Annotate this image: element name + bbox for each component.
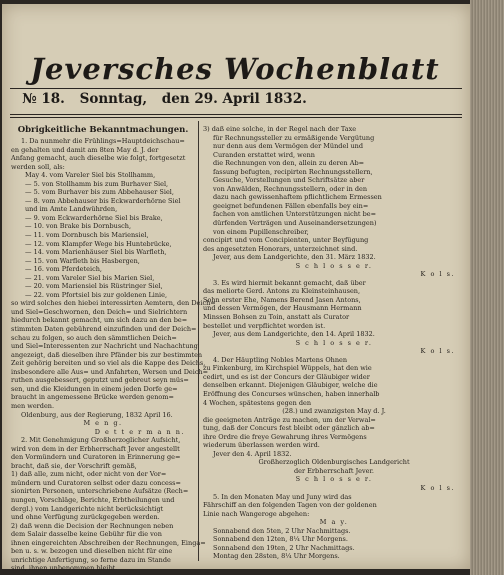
right-column-line: Sonnabend den 19ten, 2 Uhr Nachmittags.	[213, 543, 355, 552]
issue-number: № 18.	[22, 91, 65, 107]
left-column-line: ihnen eingereichten Abschreiben der Rechnungen, Einga=	[11, 538, 206, 547]
left-column-line: M e n g.	[83, 419, 123, 428]
left-column	[11, 125, 216, 573]
right-column-line: 4 Wochen, spätestens gegen den	[203, 398, 312, 407]
left-column-line: und Siel=Interessenten zur Nachricht und Nachachtung	[11, 342, 198, 351]
left-column-line: — 5. von Stollhamm bis zum Burhaver Siel,	[25, 179, 169, 188]
right-column-line: Curanden erstattet wird, wenn	[213, 150, 315, 159]
left-column-line: sionirten Personen, unterschriebene Aufsätze (Rech=	[11, 487, 189, 496]
right-column-line: geeignet befundenen Fällen ebenfalls bey ein=	[213, 201, 369, 210]
left-column-line: — 12. vom Klampfer Wege bis Huntebrücke,	[25, 239, 172, 248]
right-column-line: S c h l o s s e r.	[295, 338, 373, 347]
right-column-line: das meliorte Gerd. Antons zu Kleinsteinhausen,	[203, 287, 361, 296]
right-column-line: Fährschiff an den folgenden Tagen von der goldenen	[203, 501, 377, 510]
left-column-line: — 16. vom Pferdeteich,	[25, 265, 102, 274]
left-column-line: — 9. vom Eckwarderhörne Siel bis Brake,	[25, 213, 163, 222]
left-column-line: — 14. vom Marienhäuser Siel bis Warfleth,	[25, 248, 167, 257]
right-column-line: Jever, aus dem Landgerichte, den 31. März 1832.	[213, 253, 376, 262]
left-column-line: Oldenburg, aus der Regierung, 1832 April 16.	[21, 410, 173, 419]
left-column-line: D e t t e r m a n n.	[94, 427, 185, 436]
right-column-line: cedirt, und es ist der Concurs der Gläubiger wider	[203, 372, 370, 381]
newspaper-page	[2, 4, 470, 573]
left-column-line: May 4. vom Vareler Siel bis Stollhamm,	[25, 171, 156, 180]
left-column-line: und ohne Verfügung zurückgegeben werden.	[11, 513, 160, 522]
issue-date: den 29. April 1832.	[161, 91, 307, 107]
right-column-line: und dessen Vermögen, der Hausmann Hermann	[203, 304, 362, 313]
left-column-line: schau zu folgen, so auch den sämmtlichen Deich=	[11, 333, 177, 342]
left-column-line: angezeigt, daß dieselben ihre Pfänder bis zur bestimmten	[11, 350, 203, 359]
left-column-line: — 5. vom Burhaver bis zum Abbehauser Siel,	[25, 188, 174, 197]
issue-weekday: Sonntag,	[79, 91, 148, 107]
left-column-line: sind, ihnen unbenommen bleibt.	[11, 564, 118, 573]
left-column-line: braucht in angemessene Brücke werden genom=	[11, 393, 174, 402]
right-column-line: concipirt und vom Concipienten, unter Beyfügung	[203, 236, 369, 245]
left-column-line: 1) daß alle, zum nicht, oder nicht von der Vor=	[11, 470, 167, 479]
right-column-line: Jever, aus dem Landgerichte, den 14. April 1832.	[213, 330, 375, 339]
right-column-line: dürfenden Verträgen und Auseinandersetzungen)	[213, 219, 377, 228]
right-column-line: 3. Es wird hiermit bekannt gemacht, daß über	[213, 278, 366, 287]
left-column-line: und Siel=Geschwornen, den Deich= und Sielrichtern	[11, 307, 188, 316]
left-column-line: ruthen ausgebessert, geputzt und gebreut seyn müs=	[11, 376, 189, 385]
right-column-line: von Anwälden, Rechnungsstellern, oder in den	[213, 184, 368, 193]
left-column-line: dem Salair dasselbe keine Gebühr für die von	[11, 530, 162, 539]
left-column-line: und im Amte Landwührden,	[25, 205, 118, 214]
left-column-line: 2) daß wenn die Decision der Rechnungen neben	[11, 521, 174, 530]
left-column-line: en gehalten und damit am 8ten May d. J. der	[11, 145, 159, 154]
right-column-line: Sonnabend den 5ten, 2 Uhr Nachmittags.	[213, 526, 351, 535]
left-column-line: sen, und die Kleidungen in einem jeden Dorfe ge=	[11, 384, 178, 393]
left-column-line: dergl.) vom Landgerichte nicht berücksichtigt	[11, 504, 164, 513]
right-column-line: wiederum überlassen werden wird.	[203, 441, 320, 450]
right-column-line: fachen von amtlichen Unterstützungen nicht be=	[213, 210, 377, 219]
right-column-line: 4. Der Häuptling Nobles Martens Ohnen	[213, 355, 348, 364]
right-column-line: S c h l o s s e r.	[295, 475, 373, 484]
left-column-line: 2. Mit Genehmigung Großherzoglicher Aufsicht,	[21, 436, 181, 445]
right-column-line: für Rechnungssteller zu ermäßigende Vergütung	[213, 133, 375, 142]
left-column-line: werden soll, als:	[11, 162, 65, 171]
right-column-line: K o l s.	[420, 483, 455, 492]
right-column-line: die geeigneten Anträge zu machen, um der Verwal=	[203, 415, 376, 424]
right-column-line: von einem Pupillenschreiber,	[213, 227, 309, 236]
left-column-line: bracht, daß sie, der Vorschrift gemäß,	[11, 461, 137, 470]
right-column-line: (28.) und zwanzigsten May d. J.	[282, 407, 386, 416]
masthead-rule-top	[10, 88, 462, 89]
right-column-line: ihre Ordre die freye Gewahrung ihres Vermögens	[203, 432, 367, 441]
book-page-edges	[470, 0, 504, 575]
right-column-line: zu Finkenburg, im Kirchspiel Wüppels, hat den wie	[203, 364, 372, 373]
left-column-line: — 20. vom Mariensiel bis Rüstringer Siel,	[25, 282, 163, 291]
left-column-line: — 10. von Brake bis Dornbusch,	[25, 222, 132, 231]
left-column-line: Obrigkeitliche Bekanntmachungen.	[17, 125, 189, 135]
left-column-line: — 22. vom Pfortsiel bis zur goldenen Linie,	[25, 290, 168, 299]
right-column-line: Sonnabend den 12ten, 8¼ Uhr Morgens.	[213, 535, 348, 544]
right-column-line: denselben erkannt. Diejenigen Gläubiger, welche die	[203, 381, 378, 390]
left-column-line: wird von dem in der Erbherrschaft Jever angestellt	[11, 444, 180, 453]
left-column-line: Zeit gehörig bereiten und so viel als die Kappe des Deichs,	[11, 359, 206, 368]
left-column-line: so wird solches den hiebei interessirten Aemtern, den Deich=	[11, 299, 216, 308]
left-column-line: Anfang gemacht, auch dieselbe wie folgt, fortgesetzt	[11, 154, 186, 163]
right-column-line: tung, daß der Concurs fest bleibt oder gänzlich ab=	[203, 424, 375, 433]
right-column-line: Linie nach Wangeroge abgehen:	[203, 509, 310, 518]
right-column-line: Jever den 4. April 1832.	[213, 449, 292, 458]
left-column-line: insbesondere alle Aus= und Anfahrten, Wersen und Deich=	[11, 367, 209, 376]
left-column-line: mündern und Curatoren selbst oder dazu concess=	[11, 478, 181, 487]
right-column-line: Gesuche, Vorstellungen und Schriftsätze aber	[213, 176, 365, 185]
left-column-line: stimmten Daten gebührend einzufinden und der Deich=	[11, 325, 197, 334]
right-column-line: K o l s.	[420, 347, 455, 356]
right-column-line: fassung befugten, recipirten Rechnungsstellern,	[213, 167, 373, 176]
left-column-line: — 15. von Warfleth bis Hasbergen,	[25, 256, 140, 265]
right-column-line: Eröffnung des Concurses wünschen, haben innerhalb	[203, 389, 380, 398]
left-column-line: — 11. vom Dornbusch bis Mariensiel,	[25, 231, 149, 240]
column-divider	[198, 121, 199, 561]
right-column-line: S c h l o s s e r.	[295, 261, 373, 270]
right-column-line: der Erbherrschaft Jever.	[294, 466, 374, 475]
right-column-line: Sohn erster Ehe, Namens Berend Jasen Antons,	[203, 295, 361, 304]
issue-line	[22, 91, 452, 107]
right-column-line: Großherzoglich Oldenburgisches Landgericht	[258, 458, 410, 467]
right-column-line: M a y.	[319, 518, 349, 527]
right-column-line: Minssen Bohsen zu Toin, anstatt als Curator	[203, 313, 350, 322]
right-column-line: dazu nach gewissenhaftem pflichtlichem Ermessen	[213, 193, 382, 202]
left-column-line: unrichtige Anfertigung, so ferne dazu im Stande	[11, 555, 171, 564]
right-column-line: 3) daß eine solche, in der Regel nach der Taxe	[203, 125, 357, 133]
left-column-line: ben u. s. w. bezogen und dieselben nicht für eine	[11, 547, 173, 556]
right-column-line: Montag den 28sten, 8¼ Uhr Morgens.	[213, 552, 340, 561]
masthead-rule-bottom	[10, 114, 462, 115]
left-column-line: den Vormündern und Curatoren in Erinnerung ge=	[11, 453, 181, 462]
right-column-line: nur denn aus dem Vermögen der Mündel und	[213, 142, 363, 151]
right-column-line: bestellet und verpflichtet worden ist.	[203, 321, 326, 330]
right-column-line: 5. In den Monaten May und Juny wird das	[213, 492, 352, 501]
left-column-line: hiedurch bekannt gemacht, um sich dazu an den be=	[11, 316, 188, 325]
left-column-line: men werden.	[11, 401, 55, 410]
left-column-line: — 21. vom Vareler Siel bis Marien Siel,	[25, 273, 155, 282]
left-column-line: nungen, Vorschläge, Berichte, Erbtheilungen und	[11, 495, 175, 504]
left-column-line: 1. Da nunmehr die Frühlings=Hauptdeichschau=	[21, 137, 185, 145]
masthead-title: Jeversches Wochenblatt	[30, 52, 440, 86]
masthead-rule-double	[10, 117, 462, 118]
right-column	[203, 125, 465, 561]
right-column-line: K o l s.	[420, 270, 455, 279]
right-column-line: des angesetzten Honorars, unterzeichnet sind.	[203, 244, 358, 253]
right-column-line: die Rechnungen von den, allein zu deren Ab=	[213, 159, 365, 168]
left-column-line: — 8. vom Abbehauser bis Eckwarderhörne Siel	[25, 196, 181, 205]
